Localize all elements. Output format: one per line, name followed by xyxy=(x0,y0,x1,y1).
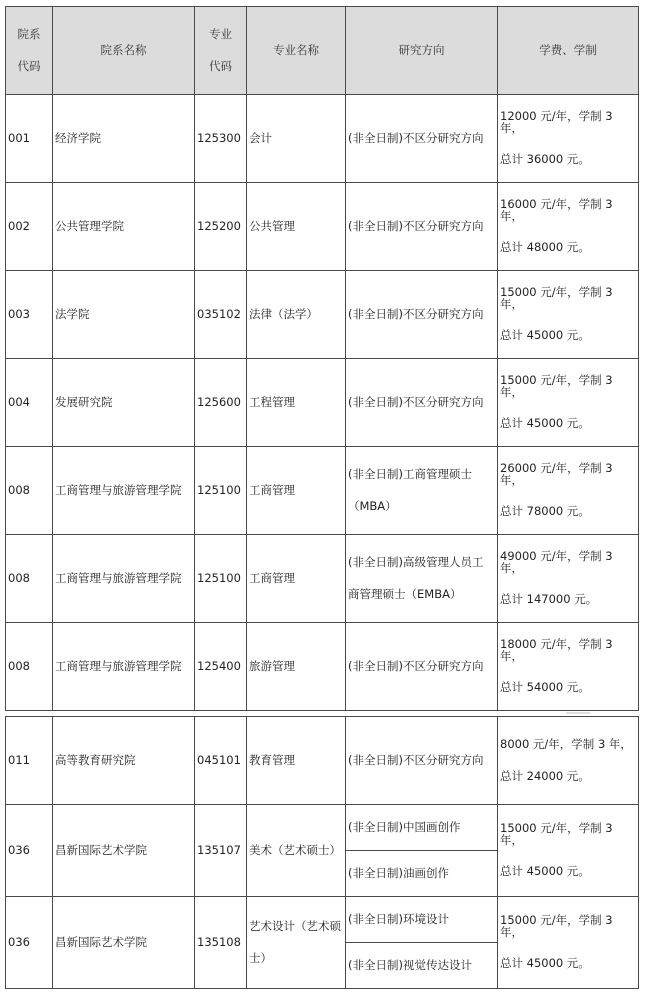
table-row xyxy=(6,717,639,805)
research-direction: (非全日制)不区分研究方向 xyxy=(346,717,498,805)
research-direction: (非全日制)环境设计 xyxy=(346,897,498,943)
dept-name: 工商管理与旅游管理学院 xyxy=(53,447,195,535)
fee-info: 15000 元/年，学制 3 年， 总计 45000 元。 xyxy=(498,897,639,989)
table-row xyxy=(6,623,639,711)
research-direction: (非全日制)不区分研究方向 xyxy=(346,359,498,447)
fee-info: 26000 元/年，学制 3 年， 总计 78000 元。 xyxy=(498,447,639,535)
dept-code: 004 xyxy=(6,359,53,447)
major-code: 125100 xyxy=(195,447,247,535)
major-code: 135108 xyxy=(195,897,247,989)
research-direction: (非全日制)不区分研究方向 xyxy=(346,623,498,711)
header-fee: 学费、学制 xyxy=(498,7,639,95)
dept-code: 036 xyxy=(6,897,53,989)
dept-name: 公共管理学院 xyxy=(53,183,195,271)
research-direction: (非全日制)油画创作 xyxy=(346,851,498,897)
dept-code: 011 xyxy=(6,717,53,805)
research-direction: (非全日制)视觉传达设计 xyxy=(346,943,498,989)
major-name: 会计 xyxy=(247,95,346,183)
fee-info: 8000 元/年，学制 3 年， 总计 24000 元。 xyxy=(498,717,639,805)
header-row xyxy=(6,7,639,95)
dept-name: 经济学院 xyxy=(53,95,195,183)
dept-code: 008 xyxy=(6,447,53,535)
header-major-code: 专业 代码 xyxy=(195,7,247,95)
fee-info: 12000 元/年，学制 3 年， 总计 36000 元。 xyxy=(498,95,639,183)
fee-info: 49000 元/年，学制 3 年， 总计 147000 元。 xyxy=(498,535,639,623)
table-row xyxy=(6,183,639,271)
scan-mark xyxy=(566,712,590,714)
major-name: 旅游管理 xyxy=(247,623,346,711)
fee-info: 15000 元/年，学制 3 年， 总计 45000 元。 xyxy=(498,805,639,897)
dept-code: 036 xyxy=(6,805,53,897)
research-direction: (非全日制)工商管理硕士 （MBA） xyxy=(346,447,498,535)
dept-name: 昌新国际艺术学院 xyxy=(53,897,195,989)
fee-table-top xyxy=(5,6,639,711)
major-code: 125400 xyxy=(195,623,247,711)
dept-code: 008 xyxy=(6,535,53,623)
dept-name: 昌新国际艺术学院 xyxy=(53,805,195,897)
dept-code: 003 xyxy=(6,271,53,359)
table-row xyxy=(6,95,639,183)
dept-code: 001 xyxy=(6,95,53,183)
dept-code: 002 xyxy=(6,183,53,271)
dept-name: 工商管理与旅游管理学院 xyxy=(53,623,195,711)
major-code: 135107 xyxy=(195,805,247,897)
major-name: 教育管理 xyxy=(247,717,346,805)
research-direction: (非全日制)中国画创作 xyxy=(346,805,498,851)
table-row xyxy=(6,447,639,535)
fee-table-bottom xyxy=(5,716,639,989)
major-code: 045101 xyxy=(195,717,247,805)
major-code: 125600 xyxy=(195,359,247,447)
major-name: 艺术设计（艺术硕 士） xyxy=(247,897,346,989)
header-dept-code: 院系 代码 xyxy=(6,7,53,95)
dept-name: 工商管理与旅游管理学院 xyxy=(53,535,195,623)
header-direction: 研究方向 xyxy=(346,7,498,95)
research-direction: (非全日制)不区分研究方向 xyxy=(346,183,498,271)
table-row xyxy=(6,535,639,623)
dept-name: 高等教育研究院 xyxy=(53,717,195,805)
table-row xyxy=(6,805,639,851)
research-direction: (非全日制)不区分研究方向 xyxy=(346,271,498,359)
header-major-name: 专业名称 xyxy=(247,7,346,95)
fee-info: 18000 元/年，学制 3 年， 总计 54000 元。 xyxy=(498,623,639,711)
table-row xyxy=(6,897,639,943)
research-direction: (非全日制)不区分研究方向 xyxy=(346,95,498,183)
major-code: 125200 xyxy=(195,183,247,271)
major-name: 美术（艺术硕士） xyxy=(247,805,346,897)
major-code: 125300 xyxy=(195,95,247,183)
fee-info: 16000 元/年，学制 3 年， 总计 48000 元。 xyxy=(498,183,639,271)
table-row xyxy=(6,359,639,447)
major-name: 公共管理 xyxy=(247,183,346,271)
major-name: 工程管理 xyxy=(247,359,346,447)
table-row xyxy=(6,271,639,359)
major-code: 035102 xyxy=(195,271,247,359)
dept-name: 发展研究院 xyxy=(53,359,195,447)
major-name: 工商管理 xyxy=(247,535,346,623)
fee-info: 15000 元/年，学制 3 年， 总计 45000 元。 xyxy=(498,271,639,359)
fee-info: 15000 元/年，学制 3 年， 总计 45000 元。 xyxy=(498,359,639,447)
major-name: 法律（法学） xyxy=(247,271,346,359)
header-dept-name: 院系名称 xyxy=(53,7,195,95)
dept-name: 法学院 xyxy=(53,271,195,359)
major-code: 125100 xyxy=(195,535,247,623)
research-direction: (非全日制)高级管理人员工 商管理硕士（EMBA） xyxy=(346,535,498,623)
dept-code: 008 xyxy=(6,623,53,711)
major-name: 工商管理 xyxy=(247,447,346,535)
